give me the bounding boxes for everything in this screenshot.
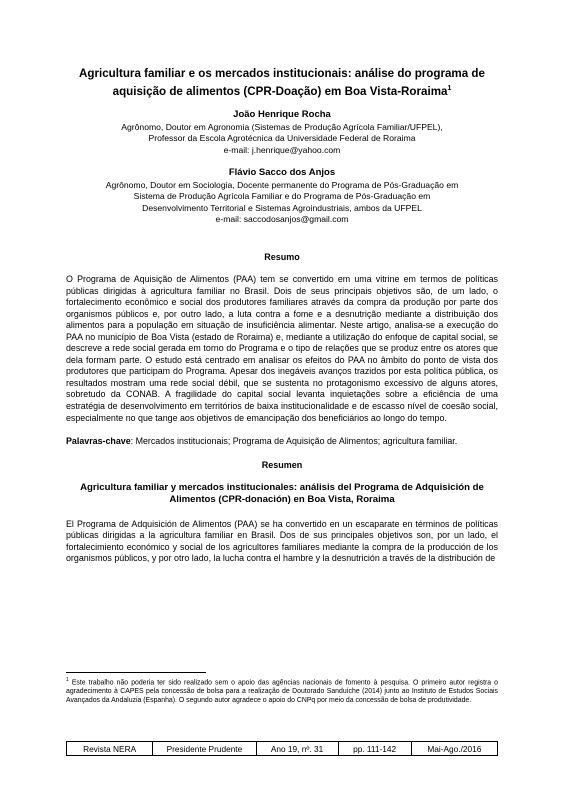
author-affiliation-line: Desenvolvimento Territorial e Sistemas Agroindustriais, ambos da UFPEL <box>142 202 422 213</box>
author-block-2 <box>66 167 498 226</box>
resumen-heading: Resumen <box>261 459 303 470</box>
footer-date: Mai-Ago./2016 <box>411 742 497 756</box>
resumen-title: Agricultura familiar y mercados institucionales: análisis del Programa de Adquisición de Alimentos (CPR-donación) en Boa Vista, Roraima <box>80 481 484 506</box>
author-block-1 <box>66 109 498 157</box>
article-title <box>66 66 498 99</box>
resumen-paragraph: El Programa de Adquisición de Alimentos (PAA) se ha convertido en un escaparate en términos de políticas públicas dirigidas a la agricultura familiar en Brasil. Dos de sus principales objetivos son, por un lado, el fortalecimiento económico y social de los agricultores familiares mediante la compra de la producción de los organismos públicos, y por otro lado, la lucha contra el hambre y la desnutrición a través de la distribución de <box>66 518 498 564</box>
keywords-text: : Mercados institucionais; Programa de Aquisição de Alimentos; agricultura familiar. <box>130 436 458 447</box>
footnote-divider <box>66 672 206 673</box>
journal-footer <box>66 741 498 756</box>
resumo-paragraph: O Programa de Aquisição de Alimentos (PAA) tem se convertido em uma vitrine em termos de políticas públicas dirigidas à agricultura familiar no Brasil. Dois de seus principais objetivos são, de um lado, o fortalecimento econômico e social dos produtores familiares através da compra da produção por parte dos organismos públicos e, por outro lado, a luta contra a fome e a desnutrição mediante a distribuição dos alimentos para a população em situação de insuficiência alimentar. Neste artigo, analisa-se a execução do PAA no município de Boa Vista (estado de Roraima) e, mediante a utilização do enfoque de capital social, se descreve a rede social gerada em torno do Programa e o tipo de relações que se produz entre os atores que dela formam parte. O estudo está centrado em analisar os efeitos do PAA no âmbito do ponto de vista dos produtores que participam do Programa. Apesar dos inegáveis avanços trazidos por esta política pública, os resultados mostram uma rede social débil, que se sustenta no protagonismo excessivo de alguns atores, sobretudo da CONAB. A fragilidade do capital social levanta inquietações sobre a eficiência de uma estratégia de desenvolvimento em territórios de baixa institucionalidade e de escasso nível de coesão social, especialmente no que tange aos objetivos de emancipação dos beneficiários ao longo do tempo. <box>66 274 498 423</box>
footer-journal: Revista NERA <box>67 742 153 756</box>
keywords <box>66 436 498 448</box>
author-affiliation-line: Professor da Escola Agrotécnica da Universidade Federal de Roraima <box>148 133 416 144</box>
footer-row <box>67 742 498 756</box>
footnote <box>66 676 498 706</box>
author-affiliation-line: Agrônomo, Doutor em Sociologia, Docente permanente do Programa de Pós-Graduação em <box>105 179 459 190</box>
article-page <box>66 66 498 565</box>
footnote-mark: 1 <box>66 677 69 683</box>
title-footnote-mark: 1 <box>447 85 452 92</box>
keywords-label: Palavras-chave <box>66 436 131 447</box>
author-affiliation-line: Sistema de Produção Agrícola Familiar e do Programa de Pós-Graduação em <box>133 191 431 202</box>
author-email: e-mail: j.henrique@yahoo.com <box>223 145 341 156</box>
footer-pages: pp. 111-142 <box>338 742 411 756</box>
author-affiliation-line: Agrônomo, Doutor em Agronomia (Sistemas de Produção Agrícola Familiar/UFPEL), <box>121 121 443 132</box>
footnote-text: Este trabalho não poderia ter sido realizado sem o apoio das agências nacionais de fomento à pesquisa. O primeiro autor registra o agradecimento à CAPES pela concessão de bolsa para a realização de Doutorado Sanduíche (2014) junto ao Instituto de Estudos Sociais Avançados da Andaluzia (Espanha). O segundo autor agradece o apoio do CNPq por meio da concessão de bolsa de produtividade. <box>66 679 498 705</box>
author-name: Flávio Sacco dos Anjos <box>228 166 336 178</box>
footer-city: Presidente Prudente <box>153 742 256 756</box>
author-name: João Henrique Rocha <box>233 108 331 120</box>
footer-volume: Ano 19, nº. 31 <box>256 742 338 756</box>
article-title-text: Agricultura familiar e os mercados institucionais: análise do programa de aquisição de alimentos (CPR-Doação) em Boa Vista-Roraima <box>79 67 485 98</box>
author-email: e-mail: saccodosanjos@gmail.com <box>215 214 349 225</box>
resumo-heading: Resumo <box>264 252 300 263</box>
